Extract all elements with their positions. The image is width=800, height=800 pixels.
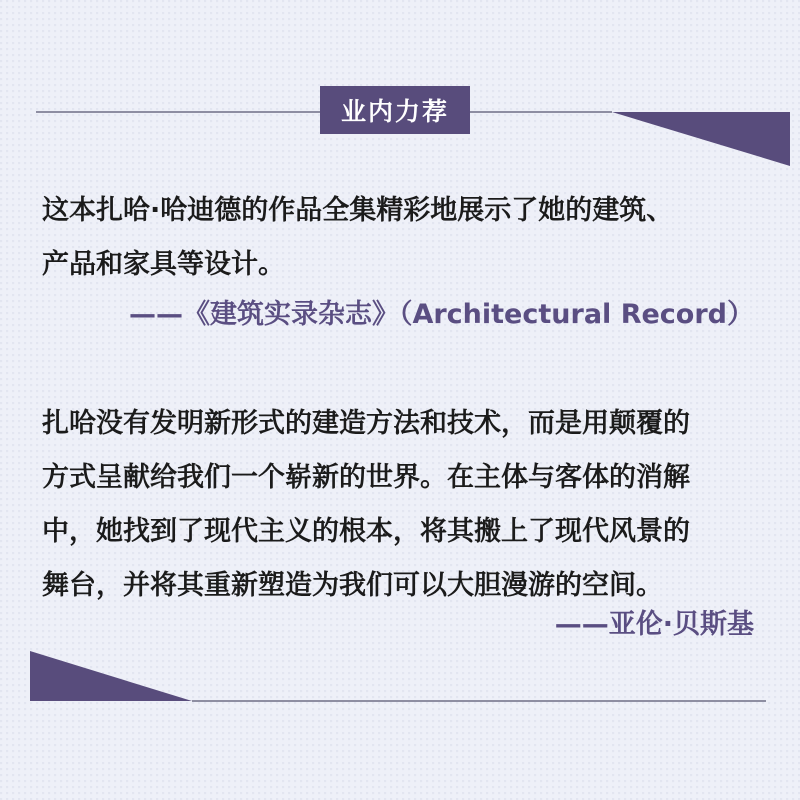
- quote-2-source: ——亚伦·贝斯基: [554, 609, 754, 640]
- quote-2: [42, 397, 762, 613]
- quote-1-line-1: 这本扎哈·哈迪德的作品全集精彩地展示了她的建筑、: [42, 195, 674, 226]
- quote-2-line-3: 中，她找到了现代主义的根本，将其搬上了现代风景的: [42, 516, 690, 547]
- section-title-badge: 业内力荐: [320, 86, 470, 134]
- quote-1: [42, 184, 762, 292]
- quote-1-source: ——《建筑实录杂志》（Architectural Record）: [128, 299, 754, 330]
- quote-2-line-1: 扎哈没有发明新形式的建造方法和技术，而是用颠覆的: [42, 408, 690, 439]
- top-right-wedge: [612, 112, 790, 166]
- quote-2-line-4: 舞台，并将其重新塑造为我们可以大胆漫游的空间。: [42, 570, 663, 601]
- quote-1-line-2: 产品和家具等设计。: [42, 249, 285, 280]
- bottom-left-wedge: [30, 651, 192, 701]
- quote-2-line-2: 方式呈献给我们一个崭新的世界。在主体与客体的消解: [42, 462, 690, 493]
